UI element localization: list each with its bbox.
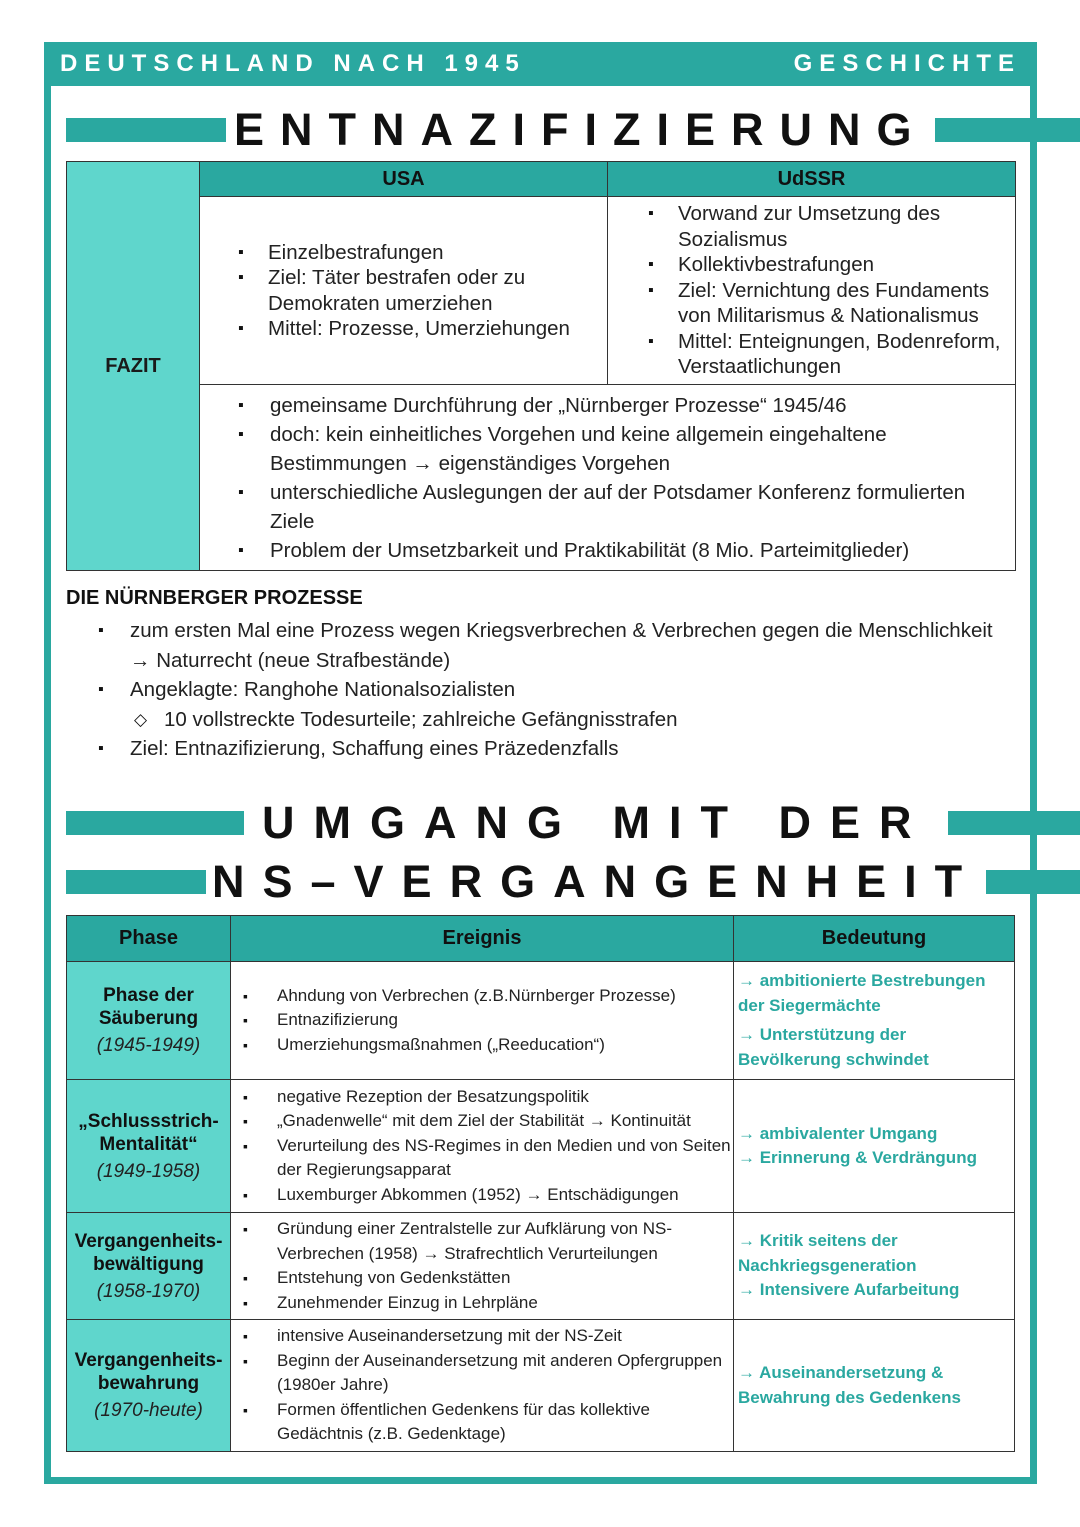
sub-list-item: ◇ 10 vollstreckte Todesurteile; zahlreiche Gefängnisstrafen xyxy=(66,705,1006,735)
column-phase-header: Phase xyxy=(67,916,231,962)
meaning-cell xyxy=(734,1213,1015,1320)
phase-name: Phase der Säuberung xyxy=(98,985,199,1029)
table-row xyxy=(67,1080,1015,1213)
meaning-text: → ambitionierte Bestrebungen der Siegermächte xyxy=(738,971,986,1015)
list-item: ▪ Einzelbestrafungen xyxy=(200,240,607,266)
event-cell xyxy=(231,1320,734,1452)
list-item: ▪ Ziel: Vernichtung des Fundaments von Militarismus & Nationalismus xyxy=(608,278,1015,329)
usa-list xyxy=(200,240,607,342)
list-item: ▪ Gründung einer Zentralstelle zur Aufklärung von NS-Verbrechen (1958) → Strafrechtlich Verurteilungen xyxy=(231,1217,733,1266)
comparison-table xyxy=(66,161,1016,571)
meaning-text: → ambivalenter Umgang xyxy=(738,1123,938,1143)
meaning-text: → Kritik seitens der Nachkriegsgeneration xyxy=(738,1231,917,1275)
phase-years: (1958-1970) xyxy=(96,1280,201,1302)
list-item: ▪ Vorwand zur Umsetzung des Sozialismus xyxy=(608,201,1015,252)
list-item: ▪ Entstehung von Gedenkstätten xyxy=(231,1266,733,1291)
list-item: ▪ doch: kein einheitliches Vorgehen und keine allgemein eingehaltene Bestimmungen → eigenständiges Vorgehen xyxy=(200,420,1015,478)
list-item: ▪ gemeinsame Durchführung der „Nürnberger Prozesse“ 1945/46 xyxy=(200,391,1015,420)
header-bar xyxy=(44,42,1037,86)
list-item: ▪ Verurteilung des NS-Regimes in den Medien und von Seiten der Regierungsapparat xyxy=(231,1134,733,1183)
list-item: ▪ Beginn der Auseinandersetzung mit anderen Opfergruppen (1980er Jahre) xyxy=(231,1349,733,1398)
list-item: ▪ unterschiedliche Auslegungen der auf der Potsdamer Konferenz formulierten Ziele xyxy=(200,478,1015,536)
common-cell xyxy=(200,385,1016,571)
list-item: ▪ Kollektivbestrafungen xyxy=(608,252,1015,278)
event-cell xyxy=(231,962,734,1080)
header-course: GESCHICHTE xyxy=(793,50,1021,77)
phase-cell xyxy=(67,962,231,1080)
title-bar-left xyxy=(66,118,226,142)
meaning-text: → Unterstützung der Bevölkerung schwindet xyxy=(738,1025,929,1069)
list-item: ▪ Ahndung von Verbrechen (z.B.Nürnberger Prozesse) xyxy=(231,984,733,1009)
list-item: ▪ Zunehmender Einzug in Lehrpläne xyxy=(231,1291,733,1316)
title-umgang-line1 xyxy=(66,797,1080,849)
list-item: ▪ negative Rezeption der Besatzungspolitik xyxy=(231,1085,733,1110)
meaning-text: → Auseinandersetzung & Bewahrung des Gedenkens xyxy=(738,1363,961,1407)
title-text: UMGANG MIT DER xyxy=(262,797,931,848)
table-row xyxy=(67,962,1015,1080)
list-item: ▪ Umerziehungsmaßnahmen („Reeducation“) xyxy=(231,1033,733,1058)
title-bar-left xyxy=(66,870,206,894)
list-item: ▪ Problem der Umsetzbarkeit und Praktikabilität (8 Mio. Parteimitglieder) xyxy=(200,536,1015,565)
meaning-cell xyxy=(734,962,1015,1080)
title-text: ENTNAZIFIZIERUNG xyxy=(234,104,928,155)
title-text: NS–VERGANGENHEIT xyxy=(212,856,981,907)
list-item: ▪ zum ersten Mal eine Prozess wegen Kriegsverbrechen & Verbrechen gegen die Menschlichkeit → Naturrecht (neue Strafbestände) xyxy=(66,616,1006,675)
title-bar-left xyxy=(66,811,244,835)
title-bar-right xyxy=(948,811,1080,835)
meaning-text: → Erinnerung & Verdrängung xyxy=(738,1148,977,1167)
list-item: ▪ Mittel: Prozesse, Umerziehungen xyxy=(200,316,607,342)
phase-years: (1945-1949) xyxy=(96,1035,201,1056)
header-subject-title: DEUTSCHLAND NACH 1945 xyxy=(60,50,526,77)
phase-name: Vergangenheits-bewältigung xyxy=(74,1230,223,1275)
event-cell xyxy=(231,1080,734,1213)
phase-cell xyxy=(67,1320,231,1452)
list-item: ▪ „Gnadenwelle“ mit dem Ziel der Stabilität → Kontinuität xyxy=(231,1109,733,1134)
phase-years: (1970-heute) xyxy=(94,1400,203,1421)
list-item: ▪ intensive Auseinandersetzung mit der NS-Zeit xyxy=(231,1324,733,1349)
phase-cell xyxy=(67,1213,231,1320)
list-item: ▪ Angeklagte: Ranghohe Nationalsozialisten xyxy=(66,675,1006,705)
list-item: ▪ Entnazifizierung xyxy=(231,1008,733,1033)
phase-years: (1949-1958) xyxy=(96,1160,201,1182)
list-item: ▪ Ziel: Entnazifizierung, Schaffung eines Präzedenzfalls xyxy=(66,734,1006,764)
udssr-list xyxy=(608,201,1015,380)
title-bar-right xyxy=(986,870,1080,894)
phase-cell xyxy=(67,1080,231,1213)
list-item: ▪ Mittel: Enteignungen, Bodenreform, Verstaatlichungen xyxy=(608,329,1015,380)
nuernberg-list xyxy=(66,616,1006,764)
table-row xyxy=(67,1213,1015,1320)
column-usa-header: USA xyxy=(200,162,608,197)
common-list xyxy=(200,391,1015,565)
phase-name: „Schlussstrich-Mentalität“ xyxy=(78,1110,219,1155)
list-item: ▪ Formen öffentlichen Gedenkens für das kollektive Gedächtnis (z.B. Gedenktage) xyxy=(231,1398,733,1447)
event-cell xyxy=(231,1213,734,1320)
column-ereignis-header: Ereignis xyxy=(231,916,734,962)
title-umgang-line2 xyxy=(66,856,1080,908)
fazit-cell: FAZIT xyxy=(67,162,200,571)
section-heading: DIE NÜRNBERGER PROZESSE xyxy=(66,587,363,609)
column-bedeutung-header: Bedeutung xyxy=(734,916,1015,962)
title-bar-right xyxy=(935,118,1080,142)
phases-table xyxy=(66,915,1015,1452)
list-item: ▪ Ziel: Täter bestrafen oder zu Demokraten umerziehen xyxy=(200,265,607,316)
meaning-cell xyxy=(734,1080,1015,1213)
title-entnazifizierung xyxy=(66,104,1080,156)
meaning-text: → Intensivere Aufarbeitung xyxy=(738,1280,960,1300)
nuernberg-section xyxy=(66,587,1006,764)
list-item: ▪ Luxemburger Abkommen (1952) → Entschädigungen xyxy=(231,1183,733,1208)
column-udssr-header: UdSSR xyxy=(608,162,1016,197)
phase-name: Vergangenheits-bewahrung xyxy=(74,1350,223,1394)
udssr-cell xyxy=(608,197,1016,385)
table-row xyxy=(67,1320,1015,1452)
usa-cell xyxy=(200,197,608,385)
meaning-cell xyxy=(734,1320,1015,1452)
